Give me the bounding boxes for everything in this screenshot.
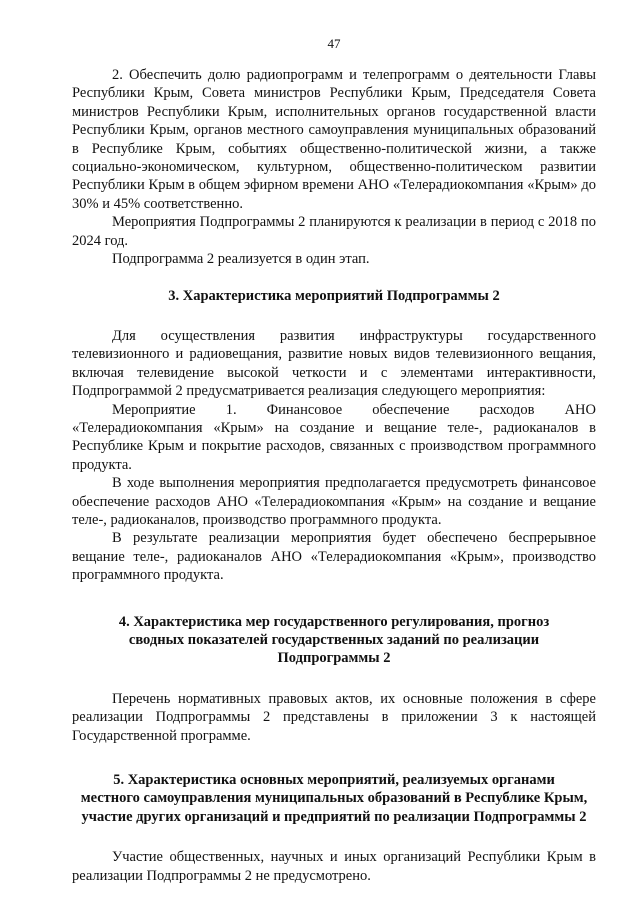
paragraph-goal-2: 2. Обеспечить долю радиопрограмм и телепрограмм о деятельности Главы Республики Крым, Совета министров Республики Крым, Председателя Совета министров Республики Крым, исполнительных органов государственной власти Республики Крым, органов местного самоуправления муниципальных образований в Республике Крым, событиях общественно-политической жизни, а также социально-экономическом, культурном, общественно-политическом развитии Республики Крым в общем эфирном времени АНО «Телерадиокомпания «Крым» до 30% и 45% соответственно.	[72, 67, 596, 212]
page-number: 47	[327, 36, 341, 51]
section-5-heading-line-3: участие других организаций и предприятий по реализации Подпрограммы 2	[81, 808, 587, 825]
section-3-paragraph-2: Мероприятие 1. Финансовое обеспечение расходов АНО «Телерадиокомпания «Крым» на создание и вещание теле-, радиоканалов в Республике Крым и покрытие расходов, связанных с производством программного продукта.	[72, 401, 596, 473]
section-5-heading	[72, 771, 596, 826]
document-body	[72, 66, 596, 885]
paragraph-implementation-period: Мероприятия Подпрограммы 2 планируются к реализации в период с 2018 по 2024 год.	[72, 214, 596, 249]
section-4-heading-line-2: сводных показателей государственных заданий по реализации	[128, 631, 540, 648]
section-5-heading-line-1: 5. Характеристика основных мероприятий, реализуемых органами	[113, 772, 555, 788]
section-3-heading: 3. Характеристика мероприятий Подпрограммы 2	[168, 288, 500, 305]
section-4-heading-line-3: Подпрограммы 2	[277, 650, 391, 667]
section-5-heading-line-2: местного самоуправления муниципальных образований в Республике Крым,	[80, 790, 588, 807]
section-3-paragraph-3: В ходе выполнения мероприятия предполагается предусмотреть финансовое обеспечение расходов АНО «Телерадиокомпания «Крым» на создание и вещание теле-, радиоканалов, производство программного продукта.	[72, 475, 596, 528]
section-4-heading	[72, 613, 596, 668]
paragraph-implementation-stage: Подпрограмма 2 реализуется в один этап.	[112, 251, 370, 268]
section-4-heading-line-1: 4. Характеристика мер государственного регулирования, прогноз	[118, 613, 550, 630]
section-3-paragraph-4: В результате реализации мероприятия будет обеспечено беспрерывное вещание теле-, радиоканалов АНО «Телерадиокомпания «Крым», производство программного продукта.	[72, 530, 596, 584]
section-3-paragraph-1: Для осуществления развития инфраструктуры государственного телевизионного и радиовещания, развитие новых видов телевизионного вещания, включая телевидение высокой четкости и с элементами интерактивности, Подпрограммой 2 предусматривается реализация следующего мероприятия:	[72, 327, 596, 400]
section-4-paragraph-1: Перечень нормативных правовых актов, их основные положения в сфере реализации Подпрограммы 2 представлены в приложении 3 к настоящей Государственной программе.	[72, 690, 596, 744]
section-5-paragraph-1: Участие общественных, научных и иных организаций Республики Крым в реализации Подпрограммы 2 не предусмотрено.	[72, 849, 596, 884]
